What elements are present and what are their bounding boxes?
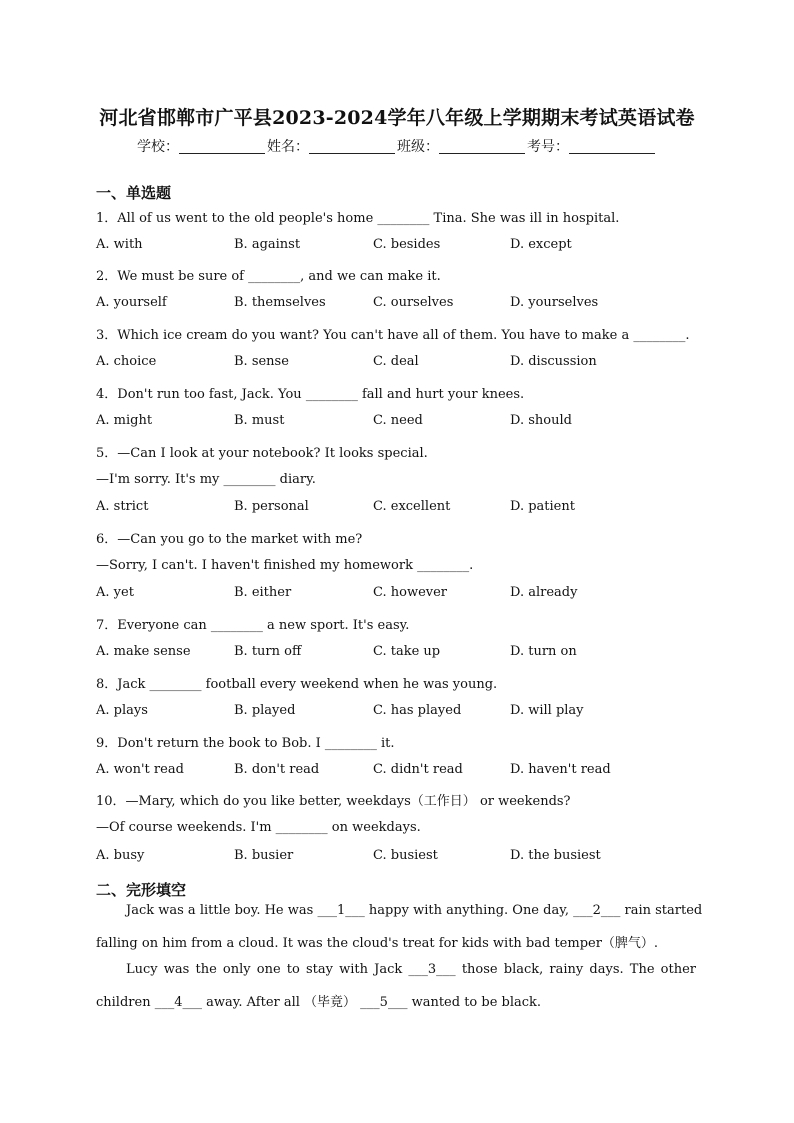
cloze-paragraph-line: Jack was a little boy. He was ___1___ happy with anything. One day, ___2___ rain started xyxy=(126,903,703,918)
question-options xyxy=(96,848,716,866)
option-b[interactable]: B. turn off xyxy=(234,644,302,659)
option-b[interactable]: B. must xyxy=(234,413,285,428)
question-stem: 6．—Can you go to the market with me? xyxy=(96,532,363,547)
question-stem: 5．—Can I look at your notebook? It looks special. xyxy=(96,446,428,461)
option-a[interactable]: A. yourself xyxy=(96,295,167,310)
option-a[interactable]: A. make sense xyxy=(96,644,191,659)
option-a[interactable]: A. strict xyxy=(96,499,149,514)
option-d[interactable]: D. the busiest xyxy=(510,848,601,863)
cloze-paragraph-line: falling on him from a cloud. It was the cloud's treat for kids with bad temper（脾气）. xyxy=(96,936,659,951)
option-c[interactable]: C. busiest xyxy=(373,848,438,863)
option-d[interactable]: D. except xyxy=(510,237,572,252)
question-options xyxy=(96,585,716,603)
option-b[interactable]: B. played xyxy=(234,703,296,718)
question-stem: 3．Which ice cream do you want? You can't have all of them. You have to make a ________. xyxy=(96,328,690,343)
question-stem: 2．We must be sure of ________, and we can make it. xyxy=(96,269,441,284)
school-blank[interactable] xyxy=(179,138,265,154)
option-d[interactable]: D. already xyxy=(510,585,578,600)
number-blank[interactable] xyxy=(569,138,655,154)
option-a[interactable]: A. with xyxy=(96,237,143,252)
option-c[interactable]: C. need xyxy=(373,413,423,428)
student-info-row xyxy=(0,136,794,156)
option-b[interactable]: B. against xyxy=(234,237,301,252)
option-d[interactable]: D. turn on xyxy=(510,644,577,659)
option-c[interactable]: C. didn't read xyxy=(373,762,463,777)
option-c[interactable]: C. besides xyxy=(373,237,441,252)
option-b[interactable]: B. themselves xyxy=(234,295,326,310)
option-b[interactable]: B. busier xyxy=(234,848,294,863)
question-stem: 8．Jack ________ football every weekend when he was young. xyxy=(96,677,498,692)
option-a[interactable]: A. plays xyxy=(96,703,148,718)
option-a[interactable]: A. might xyxy=(96,413,153,428)
question-options xyxy=(96,762,716,780)
class-blank[interactable] xyxy=(439,138,525,154)
question-options xyxy=(96,644,716,662)
section-heading-cloze: 二、完形填空 xyxy=(96,881,187,899)
option-d[interactable]: D. patient xyxy=(510,499,575,514)
option-a[interactable]: A. won't read xyxy=(96,762,184,777)
option-a[interactable]: A. busy xyxy=(96,848,145,863)
question-options xyxy=(96,499,716,517)
question-stem: 10．—Mary, which do you like better, weekdays（工作日） or weekends? xyxy=(96,794,571,809)
question-options xyxy=(96,354,716,372)
section-heading-single-choice: 一、单选题 xyxy=(96,184,172,202)
question-stem: 9．Don't return the book to Bob. I ________ it. xyxy=(96,736,395,751)
number-label: 考号： xyxy=(527,139,569,155)
option-c[interactable]: C. however xyxy=(373,585,448,600)
option-d[interactable]: D. yourselves xyxy=(510,295,599,310)
school-label: 学校： xyxy=(137,139,179,155)
cloze-paragraph-line: children ___4___ away. After all （毕竟） ___5___ wanted to be black. xyxy=(96,995,542,1010)
cloze-paragraph-line: Lucy was the only one to stay with Jack ___3___ those black, rainy days. The other xyxy=(126,962,696,977)
question-options xyxy=(96,237,716,255)
option-d[interactable]: D. haven't read xyxy=(510,762,611,777)
question-stem-reply: —Sorry, I can't. I haven't finished my homework ________. xyxy=(96,558,474,573)
option-d[interactable]: D. will play xyxy=(510,703,584,718)
option-b[interactable]: B. don't read xyxy=(234,762,320,777)
question-stem: 4．Don't run too fast, Jack. You ________ fall and hurt your knees. xyxy=(96,387,525,402)
option-d[interactable]: D. should xyxy=(510,413,572,428)
name-blank[interactable] xyxy=(309,138,395,154)
option-b[interactable]: B. sense xyxy=(234,354,289,369)
question-stem-reply: —Of course weekends. I'm ________ on weekdays. xyxy=(96,820,421,835)
name-label: 姓名： xyxy=(267,139,309,155)
option-c[interactable]: C. has played xyxy=(373,703,462,718)
option-b[interactable]: B. either xyxy=(234,585,292,600)
class-label: 班级： xyxy=(397,139,439,155)
question-stem: 7．Everyone can ________ a new sport. It's easy. xyxy=(96,618,410,633)
option-c[interactable]: C. deal xyxy=(373,354,419,369)
option-a[interactable]: A. yet xyxy=(96,585,134,600)
question-stem: 1．All of us went to the old people's home ________ Tina. She was ill in hospital. xyxy=(96,211,620,226)
option-c[interactable]: C. excellent xyxy=(373,499,451,514)
question-options xyxy=(96,413,716,431)
question-options xyxy=(96,703,716,721)
question-options xyxy=(96,295,716,313)
page-title: 河北省邯郸市广平县2023-2024学年八年级上学期期末考试英语试卷 xyxy=(99,107,695,129)
option-c[interactable]: C. ourselves xyxy=(373,295,454,310)
question-stem-reply: —I'm sorry. It's my ________ diary. xyxy=(96,472,316,487)
option-c[interactable]: C. take up xyxy=(373,644,441,659)
option-d[interactable]: D. discussion xyxy=(510,354,597,369)
option-a[interactable]: A. choice xyxy=(96,354,157,369)
option-b[interactable]: B. personal xyxy=(234,499,309,514)
